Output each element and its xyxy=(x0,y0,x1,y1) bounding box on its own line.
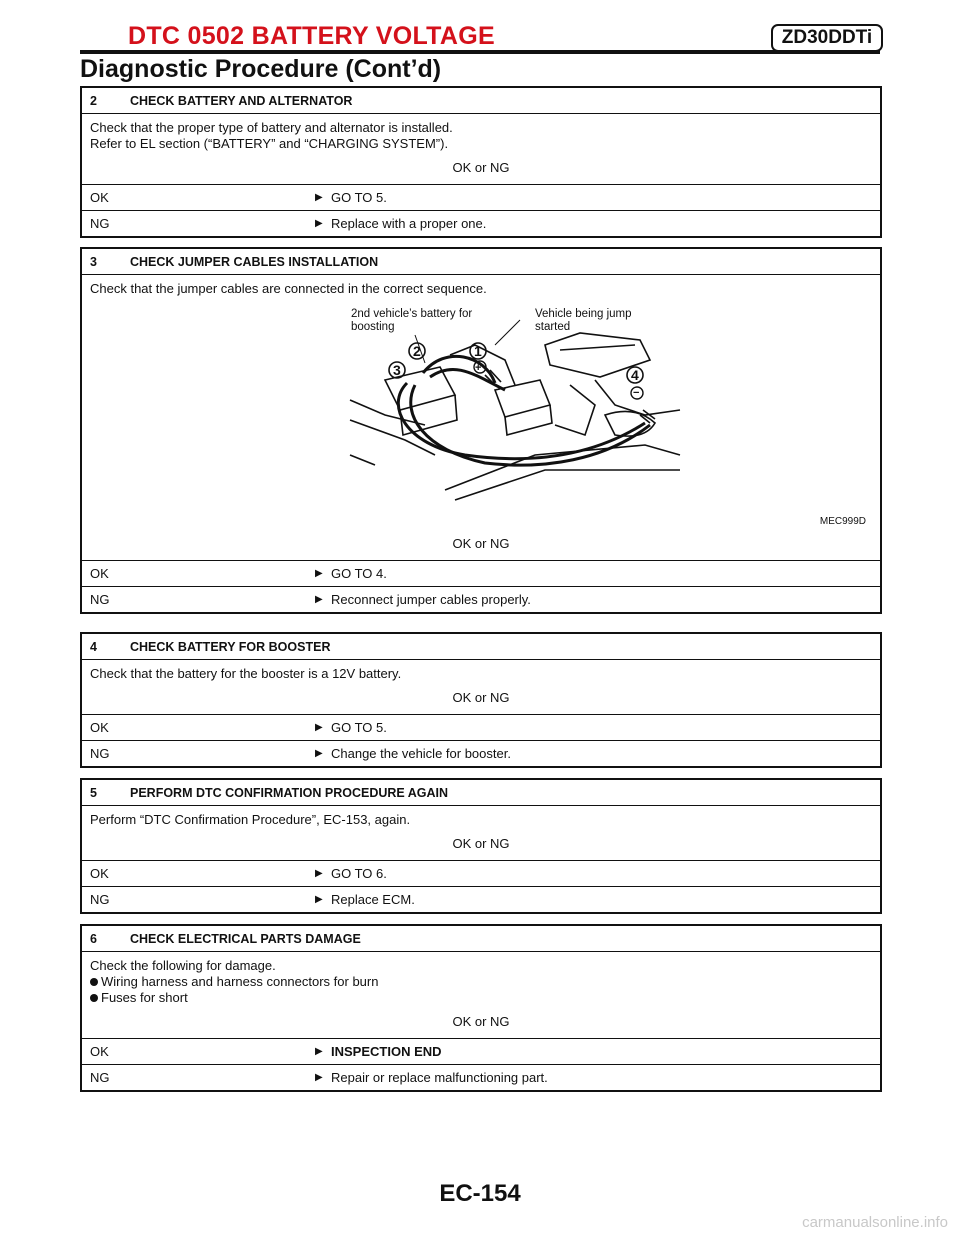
result-key: OK xyxy=(90,190,109,205)
step-5-box xyxy=(80,778,882,914)
result-key: OK xyxy=(90,566,109,581)
arrow-right-icon: ▶ xyxy=(315,1046,323,1057)
arrow-right-icon: ▶ xyxy=(315,894,323,905)
arrow-right-icon: ▶ xyxy=(315,1072,323,1083)
result-action: GO TO 4. xyxy=(331,566,387,581)
step-body xyxy=(82,114,880,185)
arrow-right-icon: ▶ xyxy=(315,218,323,229)
result-action: GO TO 5. xyxy=(331,190,387,205)
result-key: OK xyxy=(90,866,109,881)
result-key: NG xyxy=(90,892,110,907)
result-action: Change the vehicle for booster. xyxy=(331,746,511,761)
result-action: Reconnect jumper cables properly. xyxy=(331,592,531,607)
header-rule xyxy=(80,50,880,54)
instruction-line: Check that the jumper cables are connected in the correct sequence. xyxy=(90,281,487,296)
step-title: CHECK ELECTRICAL PARTS DAMAGE xyxy=(130,931,361,946)
figure-code: MEC999D xyxy=(819,516,866,527)
svg-text:+: + xyxy=(475,362,482,374)
figure-label: started xyxy=(535,321,571,333)
result-key: NG xyxy=(90,592,110,607)
step-number: 6 xyxy=(90,931,97,946)
jumper-cable-figure xyxy=(90,297,872,532)
result-action: GO TO 6. xyxy=(331,866,387,881)
result-row-ng xyxy=(82,587,880,612)
result-action: INSPECTION END xyxy=(331,1044,442,1059)
result-row-ok xyxy=(82,715,880,741)
ok-ng-label: OK or NG xyxy=(452,1014,510,1029)
figure-label: boosting xyxy=(351,321,395,333)
result-key: OK xyxy=(90,1044,109,1059)
result-key: NG xyxy=(90,746,110,761)
step-number: 2 xyxy=(90,93,97,108)
arrow-right-icon: ▶ xyxy=(315,594,323,605)
step-title: CHECK BATTERY AND ALTERNATOR xyxy=(130,93,353,108)
step-body xyxy=(82,806,880,861)
step-3-box xyxy=(80,247,882,614)
bullet-icon xyxy=(90,978,98,986)
callout-number: 3 xyxy=(393,362,401,378)
arrow-right-icon: ▶ xyxy=(315,868,323,879)
result-row-ng xyxy=(82,1065,880,1090)
bullet-icon xyxy=(90,994,98,1002)
result-action: GO TO 5. xyxy=(331,720,387,735)
step-body xyxy=(82,660,880,715)
step-body xyxy=(82,952,880,1039)
arrow-right-icon: ▶ xyxy=(315,568,323,579)
step-title: CHECK BATTERY FOR BOOSTER xyxy=(130,639,331,654)
step-4-box xyxy=(80,632,882,768)
engine-code-badge: ZD30DDTi xyxy=(771,24,883,52)
result-row-ok xyxy=(82,185,880,211)
ok-ng-label: OK or NG xyxy=(452,160,510,175)
arrow-right-icon: ▶ xyxy=(315,748,323,759)
ok-ng-label: OK or NG xyxy=(452,836,510,851)
instruction-line: Perform “DTC Confirmation Procedure”, EC-153, again. xyxy=(90,812,411,827)
bullet-item: Wiring harness and harness connectors for burn xyxy=(90,974,872,990)
step-number: 5 xyxy=(90,785,97,800)
arrow-right-icon: ▶ xyxy=(315,192,323,203)
step-header xyxy=(82,780,880,806)
step-header xyxy=(82,249,880,275)
result-action: Repair or replace malfunctioning part. xyxy=(331,1070,548,1085)
result-key: OK xyxy=(90,720,109,735)
arrow-right-icon: ▶ xyxy=(315,722,323,733)
step-header xyxy=(82,88,880,114)
svg-text:−: − xyxy=(633,387,640,399)
figure-label: 2nd vehicle’s battery for xyxy=(351,308,473,320)
step-title: PERFORM DTC CONFIRMATION PROCEDURE AGAIN xyxy=(130,785,449,800)
instruction-line: Check that the battery for the booster is a 12V battery. xyxy=(90,666,402,681)
page-subtitle: Diagnostic Procedure (Cont’d) xyxy=(80,55,442,83)
result-action: Replace with a proper one. xyxy=(331,216,487,231)
instruction-line: Check that the proper type of battery and alternator is installed. xyxy=(90,120,453,135)
page-code: EC-154 xyxy=(439,1180,521,1207)
step-number: 4 xyxy=(90,639,97,654)
section-title: DTC 0502 BATTERY VOLTAGE xyxy=(128,22,495,50)
ok-ng-label: OK or NG xyxy=(452,690,510,705)
step-title: CHECK JUMPER CABLES INSTALLATION xyxy=(130,254,379,269)
figure-label: Vehicle being jump xyxy=(535,308,632,320)
result-action: Replace ECM. xyxy=(331,892,415,907)
step-6-box xyxy=(80,924,882,1092)
step-body xyxy=(82,275,880,561)
watermark: carmanualsonline.info xyxy=(802,1214,948,1231)
instruction-line: Refer to EL section (“BATTERY” and “CHARGING SYSTEM”). xyxy=(90,136,449,151)
result-row-ng xyxy=(82,887,880,912)
result-key: NG xyxy=(90,216,110,231)
instruction-line: Check the following for damage. xyxy=(90,958,276,973)
ok-ng-label: OK or NG xyxy=(452,536,510,551)
step-header xyxy=(82,634,880,660)
result-row-ok xyxy=(82,861,880,887)
step-number: 3 xyxy=(90,254,97,269)
result-row-ok xyxy=(82,1039,880,1065)
callout-number: 2 xyxy=(413,343,421,359)
jumper-cable-illustration xyxy=(345,305,685,505)
result-row-ng xyxy=(82,741,880,766)
step-header xyxy=(82,926,880,952)
result-key: NG xyxy=(90,1070,110,1085)
bullet-item: Fuses for short xyxy=(90,990,872,1006)
result-row-ng xyxy=(82,211,880,236)
callout-number: 1 xyxy=(474,343,482,359)
result-row-ok xyxy=(82,561,880,587)
step-2-box xyxy=(80,86,882,238)
callout-number: 4 xyxy=(631,367,639,383)
